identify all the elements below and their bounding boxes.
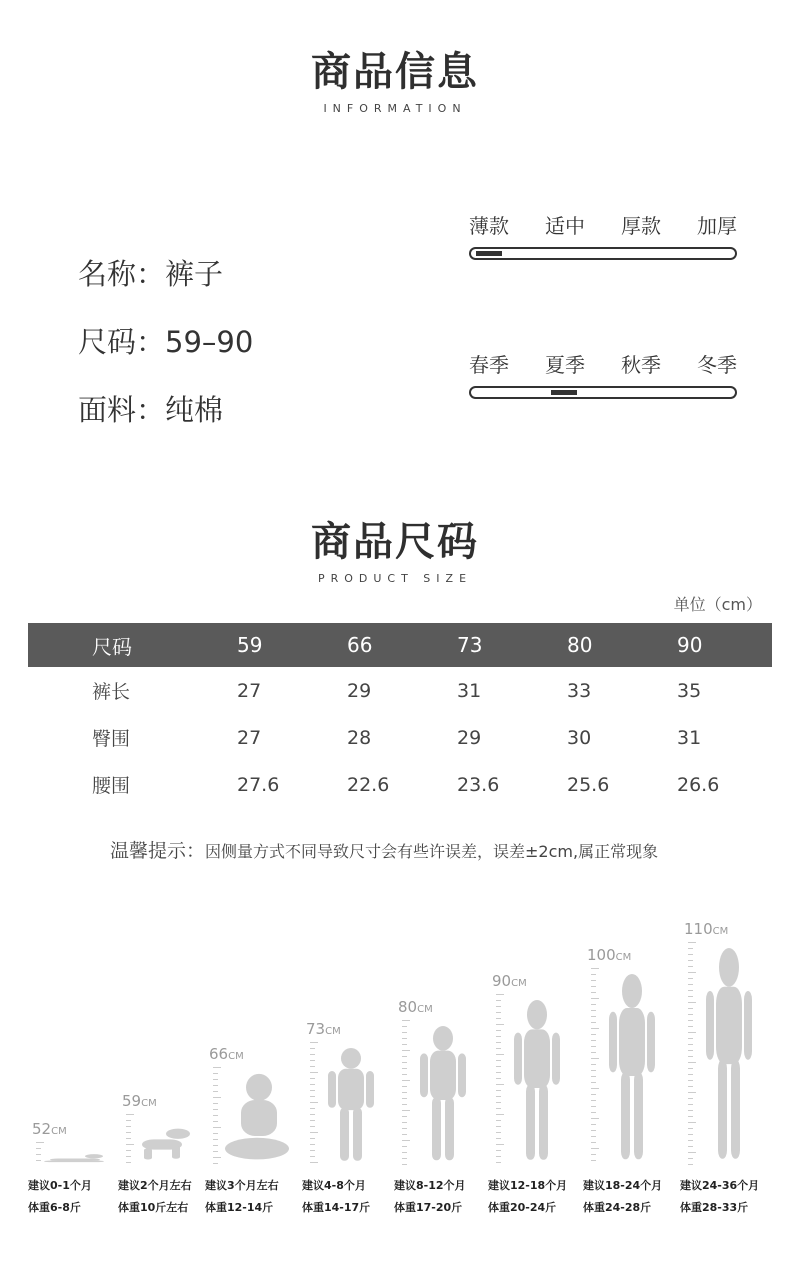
spec-name-value: 裤子 — [165, 257, 224, 291]
table-header-cell: 80 — [567, 623, 677, 667]
spec-name-row — [78, 252, 223, 293]
height-label: 73CM — [306, 1020, 341, 1038]
growth-caption — [394, 1175, 466, 1219]
growth-caption — [302, 1175, 370, 1219]
tip-text: 因侧量方式不同导致尺寸会有些许误差，误差±2cm,属正常现象 — [205, 842, 659, 861]
growth-caption — [28, 1175, 92, 1219]
thickness-scale — [469, 210, 737, 260]
table-header-cell: 66 — [347, 623, 457, 667]
season-option: 秋季 — [621, 353, 661, 377]
weight-range: 体重12-14斤 — [205, 1201, 274, 1214]
weight-range: 体重20-24斤 — [488, 1201, 557, 1214]
table-header-cell: 尺码 — [28, 623, 237, 667]
thickness-option: 薄款 — [469, 214, 509, 238]
season-option: 春季 — [469, 353, 509, 377]
table-row — [28, 761, 772, 808]
thickness-indicator — [476, 251, 502, 256]
age-recommendation: 建议8-12个月 — [394, 1179, 466, 1192]
baby-silhouette-icon — [42, 1148, 112, 1163]
table-header-cell: 59 — [237, 623, 347, 667]
growth-chart — [0, 880, 790, 1281]
table-cell: 35 — [677, 679, 702, 702]
height-label: 66CM — [209, 1045, 244, 1063]
table-header-cell: 90 — [677, 623, 772, 667]
table-cell: 27 — [237, 679, 262, 702]
weight-range: 体重17-20斤 — [394, 1201, 463, 1214]
spec-fabric-value: 纯棉 — [165, 393, 224, 427]
table-cell: 22.6 — [347, 773, 390, 796]
age-recommendation: 建议12-18个月 — [488, 1179, 568, 1192]
info-subtitle: INFORMATION — [323, 102, 467, 115]
season-scale — [469, 349, 737, 399]
age-recommendation: 建议2个月左右 — [118, 1179, 192, 1192]
weight-range: 体重28-33斤 — [680, 1201, 749, 1214]
tip-lead: 温馨提示： — [110, 840, 206, 862]
table-cell: 25.6 — [567, 773, 610, 796]
height-label: 80CM — [398, 998, 433, 1016]
table-row — [28, 667, 772, 714]
weight-range: 体重14-17斤 — [302, 1201, 371, 1214]
growth-caption — [680, 1175, 759, 1219]
season-indicator — [551, 390, 577, 395]
weight-range: 体重10斤左右 — [118, 1201, 189, 1214]
table-cell: 裤长 — [92, 681, 131, 703]
thickness-option: 厚款 — [621, 214, 661, 238]
growth-caption — [583, 1175, 662, 1219]
child-silhouette-icon — [597, 974, 667, 1163]
size-title: 商品尺码 — [311, 519, 479, 565]
spec-size-label: 尺码： — [78, 325, 166, 359]
growth-caption — [118, 1175, 192, 1219]
growth-caption — [205, 1175, 279, 1219]
age-recommendation: 建议18-24个月 — [583, 1179, 663, 1192]
table-cell: 臀围 — [92, 728, 131, 750]
height-label: 100CM — [587, 946, 632, 964]
child-silhouette-icon — [502, 1000, 572, 1163]
season-option: 冬季 — [697, 353, 737, 377]
table-cell: 29 — [457, 726, 482, 749]
growth-caption — [488, 1175, 567, 1219]
size-subtitle: PRODUCT SIZE — [317, 572, 473, 585]
child-silhouette-icon — [694, 948, 764, 1163]
table-header-cell: 73 — [457, 623, 567, 667]
size-tip — [110, 836, 658, 863]
table-cell: 27.6 — [237, 773, 280, 796]
table-cell: 28 — [347, 726, 372, 749]
thickness-option: 加厚 — [697, 214, 737, 238]
weight-range: 体重6-8斤 — [28, 1201, 81, 1214]
height-label: 59CM — [122, 1092, 157, 1110]
spec-fabric-label: 面料： — [78, 393, 166, 427]
unit-label: 单位（cm） — [673, 595, 762, 614]
baby-silhouette-icon — [219, 1073, 289, 1163]
age-recommendation: 建议4-8个月 — [302, 1179, 366, 1192]
table-cell: 31 — [677, 726, 702, 749]
size-table — [28, 623, 772, 808]
table-cell: 27 — [237, 726, 262, 749]
weight-range: 体重24-28斤 — [583, 1201, 652, 1214]
spec-size-row — [78, 320, 253, 361]
height-label: 90CM — [492, 972, 527, 990]
table-row — [28, 714, 772, 761]
table-header-row — [28, 623, 772, 667]
table-cell: 33 — [567, 679, 592, 702]
table-cell: 31 — [457, 679, 482, 702]
season-option: 夏季 — [545, 353, 585, 377]
table-cell: 23.6 — [457, 773, 500, 796]
thickness-bar — [469, 247, 737, 260]
table-cell: 29 — [347, 679, 372, 702]
spec-size-value: 59–90 — [165, 325, 254, 359]
age-recommendation: 建议0-1个月 — [28, 1179, 92, 1192]
child-silhouette-icon — [316, 1048, 386, 1163]
table-cell: 30 — [567, 726, 592, 749]
child-silhouette-icon — [408, 1026, 478, 1163]
season-bar — [469, 386, 737, 399]
height-label: 52CM — [32, 1120, 67, 1138]
info-title: 商品信息 — [311, 49, 479, 95]
table-cell: 26.6 — [677, 773, 720, 796]
thickness-option: 适中 — [545, 214, 585, 238]
spec-name-label: 名称： — [78, 257, 166, 291]
table-cell: 腰围 — [92, 775, 131, 797]
height-label: 110CM — [684, 920, 729, 938]
age-recommendation: 建议24-36个月 — [680, 1179, 760, 1192]
spec-fabric-row — [78, 388, 223, 429]
age-recommendation: 建议3个月左右 — [205, 1179, 279, 1192]
baby-silhouette-icon — [132, 1120, 202, 1163]
